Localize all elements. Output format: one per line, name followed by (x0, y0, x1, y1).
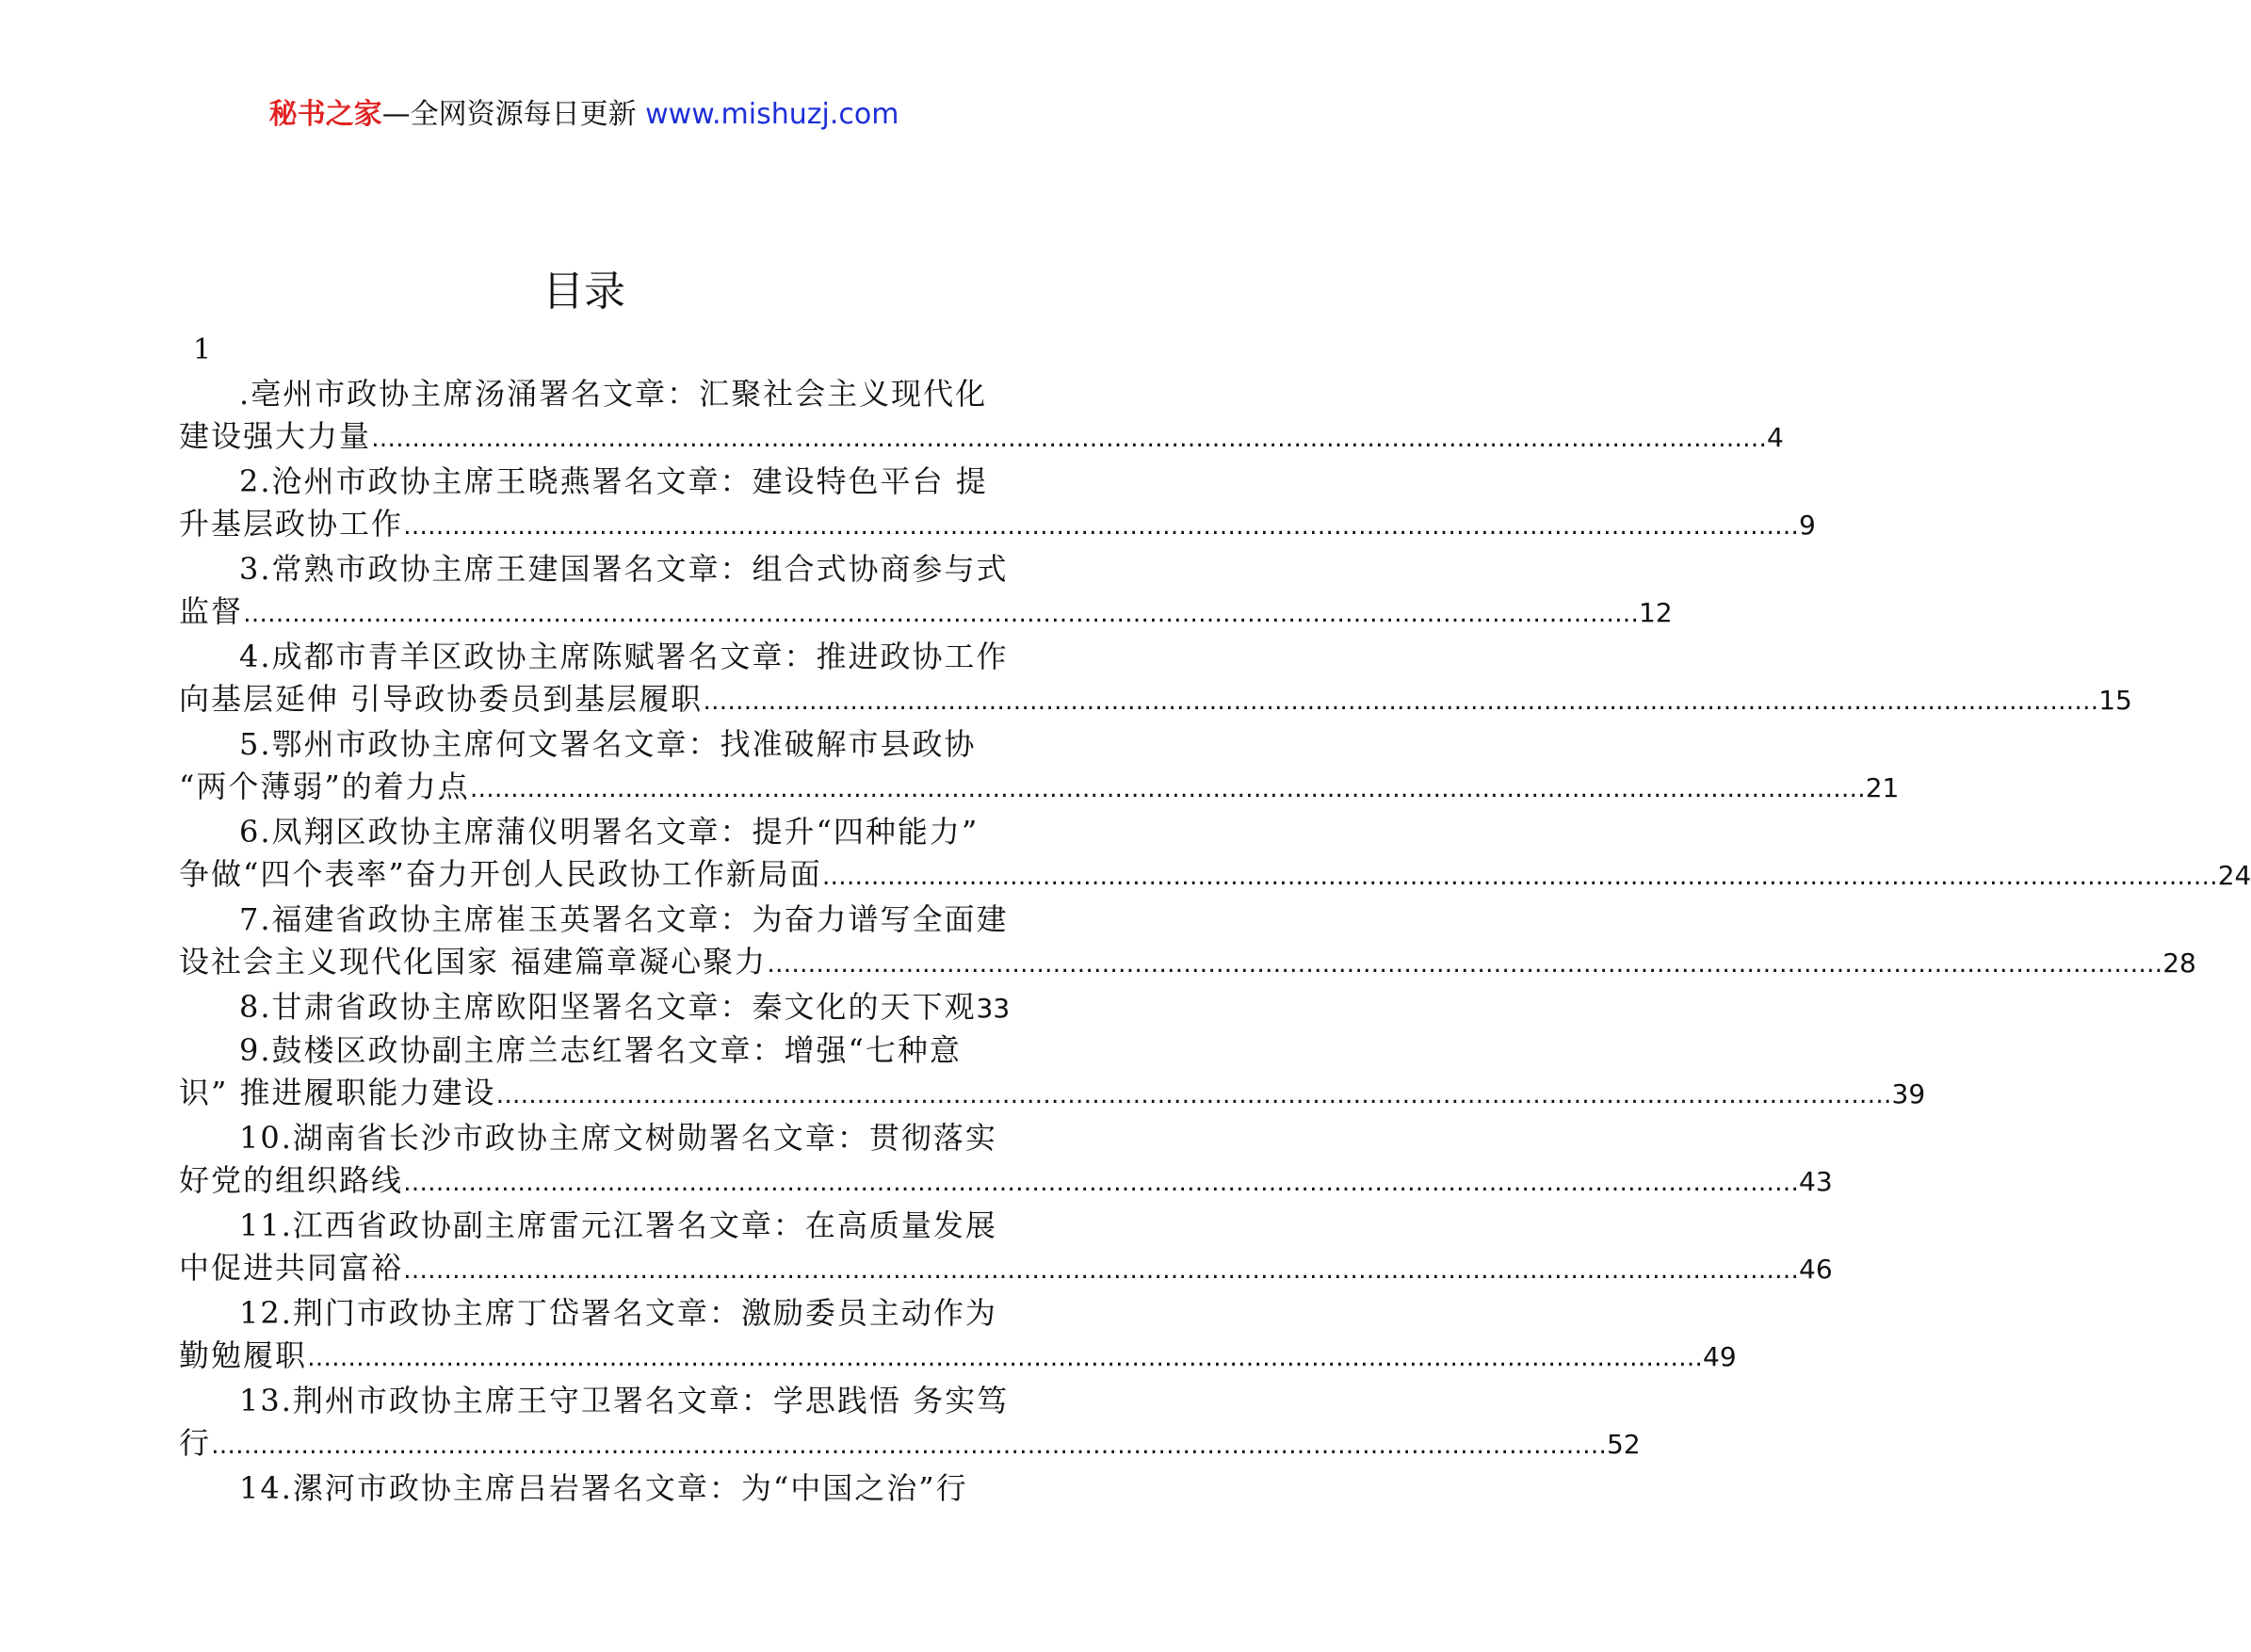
brand-name: 秘书之家 (268, 98, 382, 131)
toc-entry-title-cont: 设社会主义现代化国家 福建篇章凝心聚力 (179, 944, 768, 980)
toc-first-entry-number: 1 (193, 333, 212, 366)
toc-entry-title-cont: 中促进共同富裕 (179, 1250, 404, 1286)
toc-entry-title-cont: “两个薄弱”的着力点 (179, 769, 470, 804)
dot-leader: ……………………………………………………………………………………………………………………………………………………… (495, 1081, 1892, 1109)
toc-page-number: 4 (1767, 422, 1784, 453)
toc-page-number: 39 (1891, 1078, 1926, 1109)
dot-leader: ……………………………………………………………………………………………………………………………………………………… (469, 775, 1866, 803)
toc-entry-title: 11.江西省政协副主席雷元江署名文章：在高质量发展 (239, 1207, 997, 1243)
site-header (0, 94, 1168, 136)
toc-entry[interactable] (179, 548, 1673, 636)
header-slogan: —全网资源每日更新 (381, 98, 646, 131)
toc-entry-title: 7.福建省政协主席崔玉英署名文章：为奋力谱写全面建 (239, 901, 1009, 937)
toc-page-number: 52 (1607, 1429, 1641, 1460)
toc-entry-title-cont: 建设强大力量 (179, 418, 372, 454)
toc-page-number: 24 (2217, 860, 2251, 891)
dot-leader: ……………………………………………………………………………………………………………………………………………………… (403, 512, 1800, 541)
toc-entry[interactable] (179, 1380, 1641, 1467)
toc-entry-title-cont: 识” 推进履职能力建设 (179, 1075, 496, 1110)
toc-entry[interactable] (179, 986, 1011, 1029)
toc-entry-title: 14.漯河市政协主席吕岩署名文章：为“中国之治”行 (239, 1470, 968, 1506)
toc-page-number: 21 (1865, 772, 1900, 803)
toc-entry-title-cont: 升基层政协工作 (179, 506, 404, 542)
toc-entry-title: 2.沧州市政协主席王晓燕署名文章：建设特色平台 提 (239, 463, 988, 499)
toc-entry-title: 9.鼓楼区政协副主席兰志红署名文章：增强“七种意 (239, 1032, 962, 1068)
site-url-link[interactable]: www.mishuzj.com (645, 98, 899, 131)
toc-entry-title: 5.鄂州市政协主席何文署名文章：找准破解市县政协 (239, 726, 977, 762)
toc-title: 目录 (543, 267, 625, 316)
toc-entry[interactable] (179, 723, 1900, 811)
toc-page-number: 28 (2162, 947, 2196, 979)
toc-page-number: 15 (2098, 685, 2132, 716)
toc-entry-title: 13.荆州市政协主席王守卫署名文章：学思践悟 务实笃 (239, 1383, 1010, 1418)
toc-entry-title-cont: 勤勉履职 (179, 1337, 308, 1373)
toc-entry[interactable] (179, 461, 1816, 548)
dot-leader: ……………………………………………………………………………………………………………………………………………………… (307, 1344, 1704, 1372)
toc-page-number: 49 (1703, 1341, 1737, 1372)
toc-entry-title: 4.成都市青羊区政协主席陈赋署名文章：推进政协工作 (239, 639, 1009, 674)
toc-page-number: 33 (976, 993, 1011, 1024)
toc-entry-title-cont: 好党的组织路线 (179, 1162, 404, 1198)
dot-leader: ……………………………………………………………………………………………………………………………………………………… (403, 1169, 1800, 1197)
toc-entry-title-cont: 向基层延伸 引导政协委员到基层履职 (179, 681, 704, 717)
toc-entry-title: 12.荆门市政协主席丁岱署名文章：激励委员主动作为 (239, 1295, 997, 1331)
toc-entry-title: .亳州市政协主席汤涌署名文章：汇聚社会主义现代化 (239, 376, 988, 412)
dot-leader: ……………………………………………………………………………………………………………………………………………………… (211, 1432, 1608, 1460)
table-of-contents (179, 373, 2251, 1510)
toc-entry[interactable] (179, 1205, 1833, 1292)
dot-leader: ……………………………………………………………………………………………………………………………………………………… (243, 600, 1640, 628)
toc-entry-title-cont: 监督 (179, 593, 244, 629)
toc-entry-title: 8.甘肃省政协主席欧阳坚署名文章：秦文化的天下观 (239, 989, 977, 1025)
dot-leader: ……………………………………………………………………………………………………………………………………………………… (821, 863, 2218, 891)
toc-entry[interactable] (179, 1467, 991, 1510)
toc-page-number: 9 (1799, 510, 1816, 541)
toc-page-number: 46 (1799, 1254, 1833, 1285)
toc-entry[interactable] (179, 373, 1784, 461)
dot-leader: ……………………………………………………………………………………………………………………………………………………… (403, 1256, 1800, 1285)
toc-entry-title-cont: 行 (179, 1425, 212, 1461)
dot-leader: ……………………………………………………………………………………………………………………………………………………… (703, 688, 2099, 716)
toc-entry[interactable] (179, 1117, 1833, 1205)
toc-page-number: 43 (1799, 1166, 1833, 1197)
toc-entry-title: 6.凤翔区政协主席蒲仪明署名文章：提升“四种能力” (239, 814, 980, 850)
dot-leader: ……………………………………………………………………………………………………………………………………………………… (767, 950, 2163, 979)
toc-entry[interactable] (179, 636, 2132, 723)
toc-entry[interactable] (179, 1029, 1926, 1117)
toc-entry[interactable] (179, 899, 2196, 986)
toc-page-number: 12 (1639, 597, 1673, 628)
toc-entry-title-cont: 争做“四个表率”奋力开创人民政协工作新局面 (179, 856, 822, 892)
toc-entry-title: 3.常熟市政协主席王建国署名文章：组合式协商参与式 (239, 551, 1009, 587)
toc-entry[interactable] (179, 1292, 1737, 1380)
toc-entry-title: 10.湖南省长沙市政协主席文树勋署名文章：贯彻落实 (239, 1120, 997, 1156)
toc-entry[interactable] (179, 811, 2251, 899)
dot-leader: ……………………………………………………………………………………………………………………………………………………… (371, 425, 1768, 453)
